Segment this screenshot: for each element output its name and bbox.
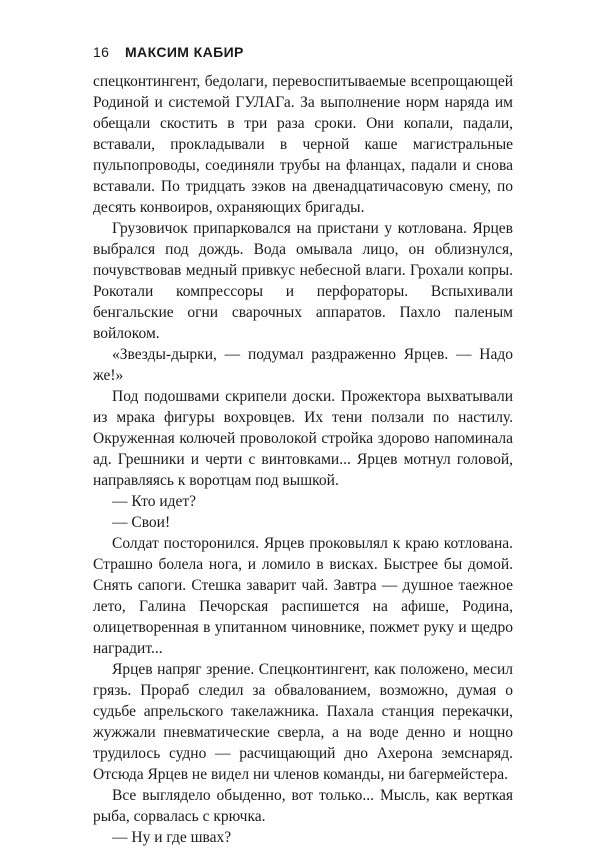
- paragraph: Солдат посторонился. Ярцев проковылял к краю котлована. Страшно болела нога, и ломило в висках. Быстрее бы домой. Снять сапоги. Стешка заварит чай. Завтра — душное таежное лето, Галина Печорская распишется на афише, Родина, олицетворенная в упитанном чиновнике, пожмет руку и щедро наградит...: [93, 535, 513, 657]
- paragraph: Под подошвами скрипели доски. Прожектора выхватывали из мрака фигуры вохровцев. Их тени ползали по настилу. Окруженная колючей проволокой стройка здорово напоминала ад. Грешники и черти с винтовками... Ярцев мотнул головой, направляясь к воротцам под вышкой.: [93, 388, 513, 489]
- dialogue-line: — Ну и где швах?: [112, 829, 232, 846]
- dialogue-line: — Кто идет?: [112, 493, 197, 510]
- paragraph: «Звезды-дырки, — подумал раздраженно Ярцев. — Надо же!»: [93, 346, 513, 384]
- paragraph: Грузовичок припарковался на пристани у котлована. Ярцев выбрался под дождь. Вода омывала лицо, он облизнулся, почувствовав медный привкус небесной влаги. Грохали копры. Рокотали компрессоры и перфораторы. Вспыхивали бенгальские огни сварочных аппаратов. Пахло паленым войлоком.: [93, 220, 513, 342]
- running-head: [93, 44, 244, 60]
- paragraph: спецконтингент, бедолаги, перевоспитываемые всепрощающей Родиной и системой ГУЛАГа. За выполнение норм наряда им обещали скостить в три раза сроки. Они копали, падали, вставали, прокладывали в черной каше магистральные пульпопроводы, соединяли трубы на фланцах, падали и снова вставали. По тридцать зэков на двенадцатичасовую смену, по десять конвоиров, охраняющих бригады.: [93, 73, 513, 216]
- paragraph: Ярцев напряг зрение. Спецконтингент, как положено, месил грязь. Прораб следил за обвалованием, возможно, думая о судьбе апрельского такелажника. Пахала станция перекачки, жужжали пневматические сверла, а на воде денно и нощно трудилось судно — расчищающий дно Ахерона земснаряд. Отсюда Ярцев не видел ни членов команды, ни багермейстера.: [93, 661, 513, 783]
- page-number: 16: [93, 44, 110, 60]
- dialogue-line: — Свои!: [112, 514, 171, 531]
- author-name: МАКСИМ КАБИР: [125, 44, 244, 60]
- body-text: [93, 71, 513, 848]
- paragraph: Все выглядело обыденно, вот только... Мысль, как верткая рыба, сорвалась с крючка.: [93, 787, 513, 825]
